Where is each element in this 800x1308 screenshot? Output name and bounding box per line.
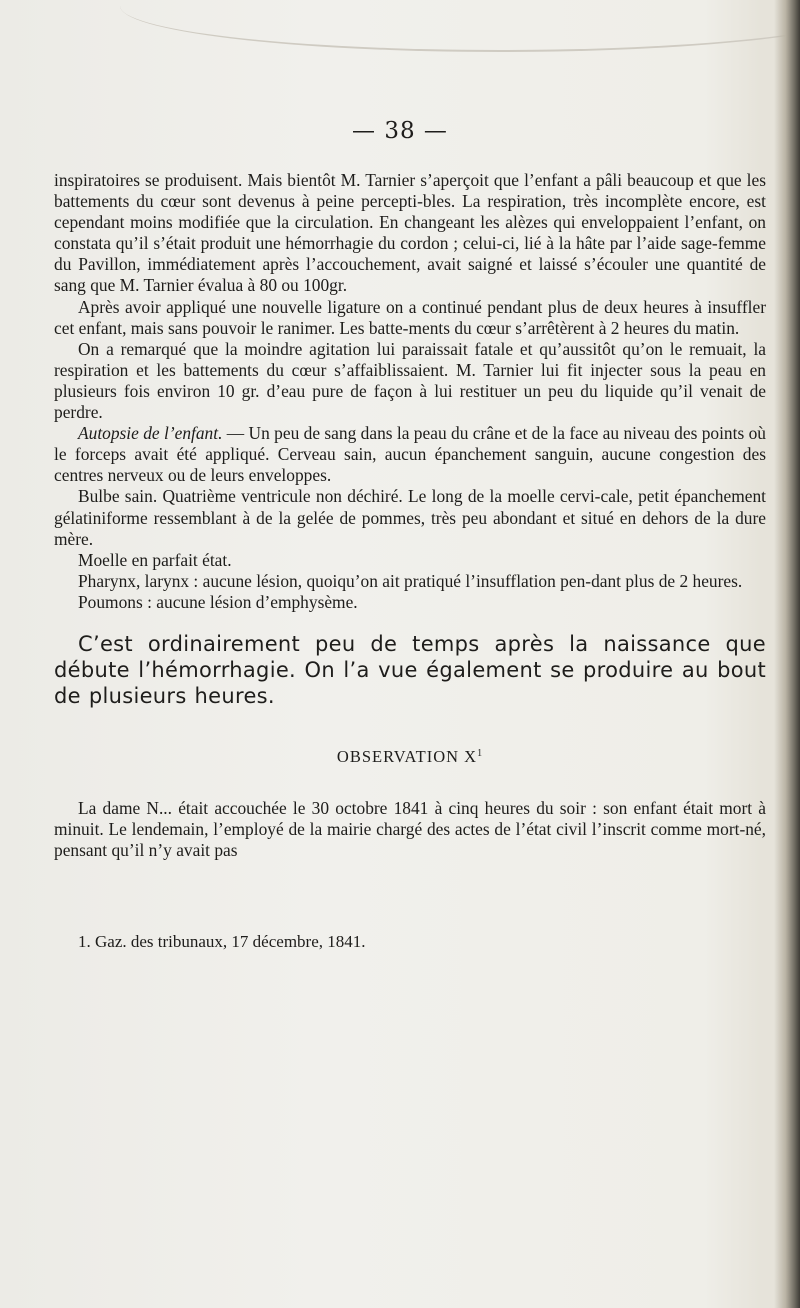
- emphasis-paragraph: C’est ordinairement peu de temps après la naissance que débute l’hémorrhagie. On l’a vue également se produire au bout de plusieurs heures.: [54, 631, 766, 708]
- paragraph-autopsy: [54, 423, 766, 486]
- paragraph-1: inspiratoires se produisent. Mais bientôt M. Tarnier s’aperçoit que l’enfant a pâli beaucoup et que les battements du cœur sont devenus à peine percepti-bles. La respiration, très incomplète encore, est cependant moins modifiée que la circulation. En changeant les alèzes qui enveloppaient l’enfant, on constata qu’il s’était produit une hémorrhagie du cordon ; celui-ci, lié à la hâte par l’aide sage-femme du Pavillon, immédiatement après l’accouchement, avait saigné et laissé s’écouler une quantité de sang que M. Tarnier évalua à 80 ou 100gr.: [54, 170, 766, 296]
- paragraph-6: Moelle en parfait état.: [78, 549, 232, 570]
- body-text: [54, 170, 766, 861]
- paragraph-8: Poumons : aucune lésion d’emphysème.: [78, 591, 358, 612]
- observation-title: OBSERVATION X: [336, 746, 478, 766]
- paragraph-5: Bulbe sain. Quatrième ventricule non déchiré. Le long de la moelle cervi-cale, petit épanchement gélatiniforme ressemblant à de la gelée de pommes, très peu abondant et situé en dehors de la dure mère.: [54, 486, 766, 549]
- page-curl: [120, 0, 800, 52]
- autopsy-text: — Un peu de sang dans la peau du crâne et de la face au niveau des points où le forceps avait été appliqué. Cerveau sain, aucun épanchement sanguin, aucune congestion des centres nerveux ou de leurs enveloppes.: [54, 423, 766, 486]
- observation-heading: [54, 743, 766, 767]
- page-number: — 38 —: [352, 118, 448, 144]
- autopsy-label: Autopsie de l’enfant.: [78, 423, 223, 444]
- footnote: 1. Gaz. des tribunaux, 17 décembre, 1841.: [78, 932, 366, 951]
- paragraph-7: Pharynx, larynx : aucune lésion, quoiqu’on ait pratiqué l’insufflation pen-dant plus de 2 heures.: [78, 570, 743, 591]
- paragraph-2: Après avoir appliqué une nouvelle ligature on a continué pendant plus de deux heures à insuffler cet enfant, mais sans pouvoir le ranimer. Les batte-ments du cœur s’arrêtèrent à 2 heures du matin.: [54, 296, 766, 338]
- page-edge-shadow: [774, 0, 800, 1308]
- footnote-marker: 1: [477, 747, 484, 759]
- paragraph-3: On a remarqué que la moindre agitation lui paraissait fatale et qu’aussitôt qu’on le remuait, la respiration et les battements du cœur s’affaiblissaient. M. Tarnier lui fit injecter sous la peau en plusieurs fois environ 10 gr. d’eau pure de façon à lui restituer un peu du liquide qu’il venait de perdre.: [54, 338, 766, 423]
- paragraph-9: La dame N... était accouchée le 30 octobre 1841 à cinq heures du soir : son enfant était mort à minuit. Le lendemain, l’employé de la mairie chargé des actes de l’état civil l’inscrit comme mort-né, pensant qu’il n’y avait pas: [54, 798, 766, 861]
